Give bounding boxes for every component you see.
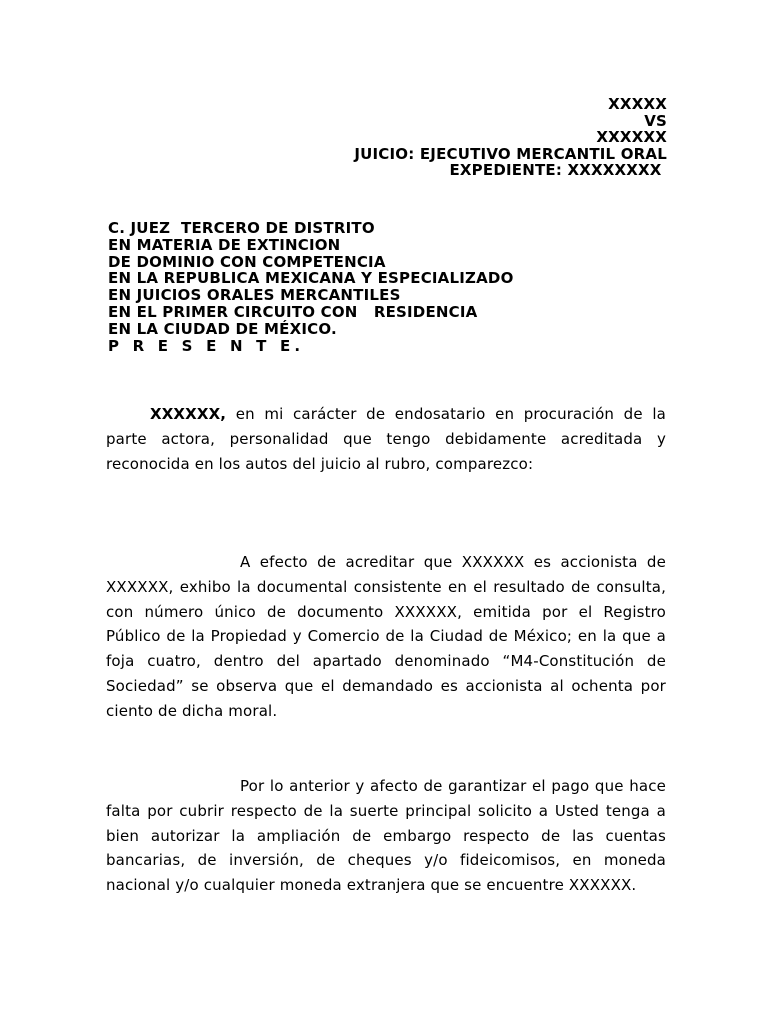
trial-type: JUICIO: EJECUTIVO MERCANTIL ORAL: [354, 144, 667, 163]
versus-label: VS: [644, 111, 667, 130]
body-paragraph-appearance: [106, 402, 666, 476]
party-plaintiff: XXXXX: [608, 95, 667, 113]
paragraph-text: A efecto de acreditar que XXXXXX es accionista de XXXXXX, exhibo la documental consistente en el resultado de consulta, con número único de documento XXXXXX, emitida por el Registro Público de la Propiedad y Comercio de la Ciudad de México; en la que a foja cuatro, dentro del apartado denominado “M4-Constitución de Sociedad” se observa que el demandado es accionista al ochenta por ciento de dicha moral.: [106, 553, 666, 720]
case-file-number: EXPEDIENTE: XXXXXXXX: [449, 161, 667, 180]
paragraph-text: en mi carácter de endosatario en procuración de la parte actora, personalidad que tengo debidamente acreditada y reconocida en los autos del juicio al rubro, comparezco:: [106, 405, 666, 473]
addressee-line: EN JUICIOS ORALES MERCANTILES: [108, 286, 401, 305]
addressee-line: DE DOMINIO CON COMPETENCIA: [108, 252, 386, 271]
paragraph-text: Por lo anterior y afecto de garantizar el pago que hace falta por cubrir respecto de la suerte principal solicito a Usted tenga a bien autorizar la ampliación de embargo respecto de las cuentas bancarias, de inversión, de cheques y/o fideicomisos, en moneda nacional y/o cualquier moneda extranjera que se encuentre XXXXXX.: [106, 777, 666, 895]
body-paragraph-request: [106, 774, 666, 898]
attorney-name: XXXXXX,: [150, 405, 227, 423]
addressee-line: C. JUEZ TERCERO DE DISTRITO: [108, 219, 375, 237]
addressee-block: [108, 220, 514, 354]
addressee-line: EN LA CIUDAD DE MÉXICO.: [108, 319, 337, 338]
party-defendant: XXXXXX: [596, 128, 667, 147]
addressee-line: EN LA REPUBLICA MEXICANA Y ESPECIALIZADO: [108, 269, 514, 288]
addressee-line: EN EL PRIMER CIRCUITO CON RESIDENCIA: [108, 302, 478, 321]
case-header: [354, 96, 667, 179]
presente-label: P R E S E N T E.: [108, 336, 305, 355]
body-paragraph-evidence: [106, 550, 666, 724]
addressee-line: EN MATERIA DE EXTINCION: [108, 235, 341, 254]
